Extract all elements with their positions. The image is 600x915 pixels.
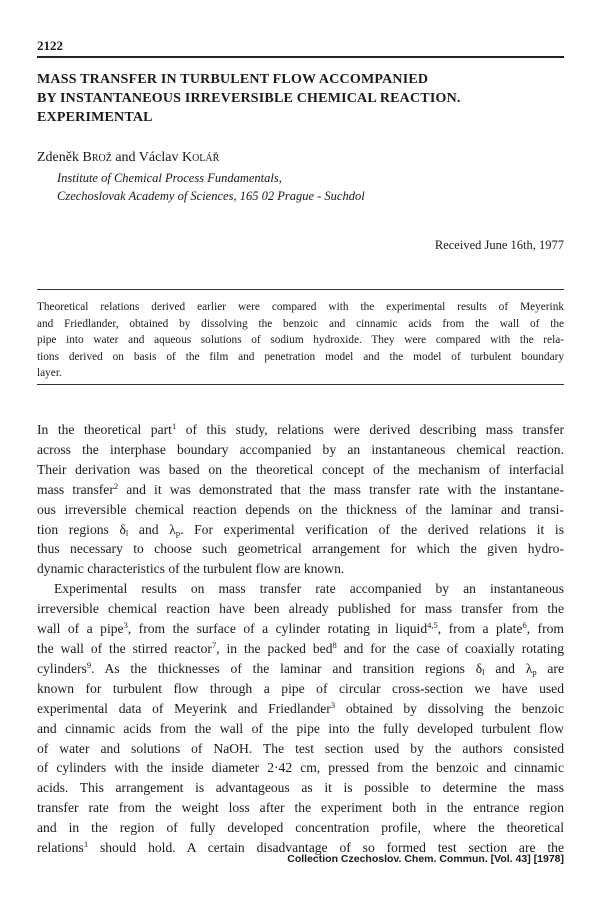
text-line: transfer rate from the weight loss after the experiment both in the entrance region: [37, 800, 564, 816]
author-family-name: Brož: [82, 150, 112, 165]
title-line: MASS TRANSFER IN TURBULENT FLOW ACCOMPANIED: [37, 72, 429, 87]
text-line: known for turbulent flow through a pipe of circular cross-section we have used: [37, 680, 564, 696]
abstract-rule-top: [37, 289, 564, 290]
text-line: thus necessary to choose such geometrical arrangement for which the given hydro-: [37, 541, 564, 557]
text-line: In the theoretical part$^1$ of this study, relations were derived describing mass transfer: [37, 421, 565, 437]
affiliation-line: Institute of Chemical Process Fundamentals,: [57, 171, 282, 185]
reference-marker: 1: [83, 839, 89, 850]
reference-marker: 7: [211, 639, 217, 650]
text-line: ous irreversible chemical reaction depends on the thickness of the laminar and transi-: [37, 501, 564, 517]
text-line: across the interphase boundary accompanied by an instantaneous chemical reaction.: [37, 441, 564, 457]
author-given-name: Václav: [138, 150, 182, 165]
text-line: of water and solutions of NaOH. The test section used by the authors consisted: [37, 740, 564, 756]
reference-marker: 3: [330, 699, 336, 710]
reference-marker: 2: [113, 480, 119, 491]
title-line: BY INSTANTANEOUS IRREVERSIBLE CHEMICAL REACTION.: [37, 91, 461, 106]
text-line: Experimental results on mass transfer rate accompanied by an instantaneous: [54, 581, 564, 597]
reference-marker: 9: [86, 659, 92, 670]
abstract-line: layer.: [37, 367, 62, 379]
author-conjunction: and: [111, 150, 139, 165]
text-line: mass transfer$^2$ and it was demonstrated that the mass transfer rate with the instantane-: [37, 480, 564, 497]
title-line: EXPERIMENTAL: [37, 110, 153, 125]
received-date: Received June 16th, 1977: [434, 238, 564, 252]
author-family-name: Kolář: [181, 150, 220, 165]
abstract-line: tions derived on basis of the film and penetration model and the model of turbulent boundary: [37, 350, 564, 363]
reference-marker: 4,5: [427, 620, 438, 631]
reference-marker: 1: [171, 421, 177, 431]
text-line: irreversible chemical reaction have been already published for mass transfer from the: [37, 601, 564, 617]
abstract-line: and Friedlander, obtained by dissolving the benzoic and cinnamic acids from the wall of the: [37, 317, 564, 330]
text-line: and cinnamic acids from the wall of the pipe into the fully developed turbulent flow: [37, 720, 564, 736]
text-line: tion regions $\delta_l$ and $\lambda_p$. For experimental verification of the derived relations it is: [37, 521, 564, 538]
abstract: [37, 299, 564, 382]
text-line: acids. This arrangement is advantageous as it is possible to determine the mass: [37, 780, 564, 796]
abstract-line: pipe into water and aqueous solutions of sodium hydroxide. They were compared with the rela-: [37, 334, 564, 346]
article-title: [37, 70, 564, 127]
text-line: wall of a pipe$^3$, from the surface of a cylinder rotating in liquid$^{4,5}$, from a plate$^6$, from: [37, 620, 564, 637]
text-line: of cylinders with the inside diameter 2·42 cm, pressed from the benzoic and cinnamic: [37, 760, 564, 776]
text-line: the wall of the stirred reactor$^7$, in the packed bed$^8$ and for the case of coaxially rotating: [37, 639, 565, 656]
author-given-name: Zdeněk: [37, 150, 83, 165]
text-line: Their derivation was based on the theoretical concept of the mechanism of interfacial: [37, 461, 564, 477]
text-line: dynamic characteristics of the turbulent flow are known.: [37, 561, 345, 577]
text-line: cylinders$^9$. As the thicknesses of the laminar and transition regions $\delta_l$ and $\lambda_p$ are: [37, 659, 564, 677]
abstract-line: Theoretical relations derived earlier were compared with the experimental results of Meyerink: [37, 301, 564, 313]
abstract-rule-bottom: [37, 384, 564, 385]
page-number: 2122: [37, 38, 63, 53]
reference-marker: 8: [332, 639, 337, 650]
authors: [37, 150, 219, 166]
body-text: [37, 420, 564, 858]
text-line: and in the region of fully developed concentration profile, where the theoretical: [37, 820, 564, 836]
text-line: relations$^1$ should hold. A certain disadvantage of so formed test section are the: [37, 839, 564, 856]
reference-marker: 3: [123, 620, 128, 631]
reference-marker: 6: [522, 620, 527, 631]
text-line: experimental data of Meyerink and Friedlander$^3$ obtained by dissolving the benzoic: [37, 699, 564, 716]
journal-footer: Collection Czechoslov. Chem. Commun. [Vol. 43] [1978]: [287, 853, 564, 865]
affiliation: [57, 169, 365, 205]
header-rule: [37, 56, 564, 58]
affiliation-line: Czechoslovak Academy of Sciences, 165 02 Prague - Suchdol: [57, 189, 365, 203]
